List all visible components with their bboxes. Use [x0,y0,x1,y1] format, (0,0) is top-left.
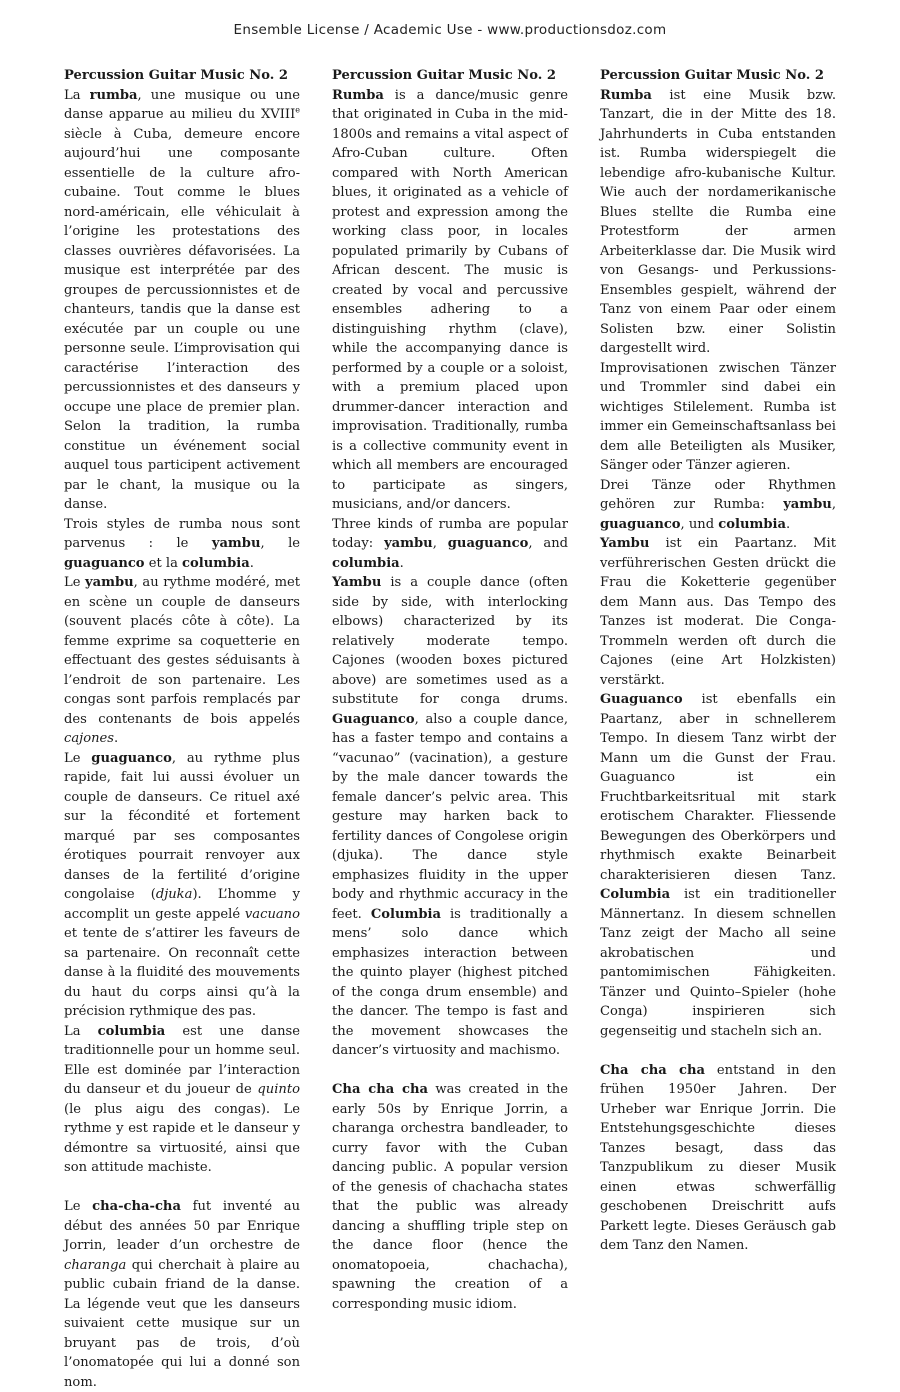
german-dances-paragraph: Drei Tänze oder Rhythmen gehören zur Rumba: yambu, guaguanco, und columbia. [600,477,836,532]
french-chachacha-paragraph: Le cha-cha-cha fut inventé au début des années 50 par Enrique Jorrin, leader d’un orchestre de charanga qui cherchait à plaire au public cubain friand de la danse. La légende veut que les danseurs suivaient cette musique sur un bruyant pas de trois, d’où l’onomatopée qui lui a donné son nom. [64,1199,301,1390]
french-title: Percussion Guitar Music No. 2 [64,68,289,83]
french-yambu-paragraph: Le yambu, au rythme modéré, met en scène un couple de danseurs (souvent placés côte à côte). La femme exprime sa coquetterie en effectuant des gestes séduisants à l’endroit de son partenaire. Les congas sont parfois remplacés par des contenants de bois appelés cajones. [64,575,301,746]
french-rumba-paragraph: La rumba, une musique ou une danse apparue au milieu du XVIIIe siècle à Cuba, demeure encore aujourd’hui une composante essentielle de la culture afro-cubaine. Tout comme le blues nord-américain, elle véhiculait à l’origine les protestations des classes ouvrières défavorisées. La musique est interprétée par des groupes de percussionnistes et de chanteurs, tandis que la danse est exécutée par un couple ou une personne seule. L’improvisation qui caractérise l’interaction des percussionnistes et des danseurs y occupe une place de premier plan. Selon la tradition, la rumba constitue un événement social auquel tous participent activement par le chant, la musique ou la danse. [64,87,300,512]
english-styles-paragraph: Yambu is a couple dance (often side by side, with interlocking elbows) characterized by its relatively moderate tempo. Cajones (wooden boxes pictured above) are sometimes used as a substitute for conga drums. Guaguanco, also a couple dance, has a faster tempo and contains a “vacunao” (vacination), a gesture by the male dancer towards the female dancer’s pelvic area. This gesture may harken back to fertility dances of Congolese origin (djuka). The dance style emphasizes fluidity in the upper body and rhythmic accuracy in the feet. Columbia is traditionally a mens’ solo dance which emphasizes interaction between the quinto player (highest pitched of the conga drum ensemble) and the dancer. The tempo is fast and the movement showcases the dancer’s virtuosity and machismo. [332,575,568,1058]
license-header: Ensemble License / Academic Use - www.productionsdoz.com [233,22,667,38]
german-yambu-paragraph: Yambu ist ein Paartanz. Mit verführerischen Gesten drückt die Frau die Koketterie gegenüber dem Mann aus. Das Tempo des Tanzes ist moderat. Die Conga-Trommeln werden oft durch die Cajones (eine Art Holzkisten) verstärkt. [600,536,836,688]
english-chachacha-paragraph: Cha cha cha was created in the early 50s by Enrique Jorrin, a charanga orchestra bandleader, to curry favor with the Cuban dancing public. A popular version of the genesis of chachacha states that the public was already dancing a shuffling triple step on the dance floor (hence the onomatopoeia, chachacha), spawning the creation of a corresponding music idiom. [332,1082,568,1312]
french-styles-paragraph: Trois styles de rumba nous sont parvenus : le yambu, le guaguanco et la columbia. [64,516,301,571]
german-improvisation-paragraph: Improvisationen zwischen Tänzer und Trommler sind dabei ein wichtiges Stilelement. Rumba ist immer ein Gemeinschaftsanlass bei dem alle Beteiligten als Musiker, Sänger oder Tänzer agieren. [600,360,836,473]
french-column [64,66,300,1392]
german-rumba-paragraph: Rumba ist eine Musik bzw. Tanzart, die in der Mitte des 18. Jahrhunderts in Cuba entstanden ist. Rumba widerspiegelt die lebendige afro-kubanische Kultur. Wie auch der nordamerikanische Blues stellte die Rumba eine Protestform der armen Arbeiterklasse dar. Die Musik wird von Gesangs- und Perkussions-Ensembles gespielt, während der Tanz von einem Paar oder einem Solisten bzw. einer Solistin dargestellt wird. [600,87,836,356]
english-title: Percussion Guitar Music No. 2 [332,68,557,83]
english-rumba-paragraph: Rumba is a dance/music genre that originated in Cuba in the mid-1800s and remains a vital aspect of Afro-Cuban culture. Often compared with North American blues, it originated as a vehicle of protest and expression among the working class poor, in locales populated primarily by Cubans of African descent. The music is created by vocal and percussive ensembles adhering to a distinguishing rhythm (clave), while the accompanying dance is performed by a couple or a soloist, with a premium placed upon drummer-dancer interaction and improvisation. Traditionally, rumba is a collective community event in which all members are encouraged to participate as singers, musicians, and/or dancers. [332,87,568,512]
english-kinds-paragraph: Three kinds of rumba are popular today: yambu, guaguanco, and columbia. [332,516,569,571]
german-column [600,66,836,1256]
french-guaguanco-paragraph: Le guaguanco, au rythme plus rapide, fait lui aussi évoluer un couple de danseurs. Ce rituel axé sur la fécondité et fortement marqué par ses composantes érotiques pourrait renvoyer aux danses de la fertilité d’origine congolaise (djuka). L’homme y accomplit un geste appelé vacuano et tente de s’attirer les faveurs de sa partenaire. On reconnaît cette danse à la fluidité des mouvements du haut du corps ainsi qu’à la précision rythmique des pas. [64,750,300,1019]
english-column [332,66,568,1314]
german-guaguanco-paragraph: Guaguanco ist ebenfalls ein Paartanz, aber in schnellerem Tempo. In diesem Tanz wirbt der Mann um die Gunst der Frau. Guaguanco ist ein Fruchtbarkeitsritual mit stark erotischem Charakter. Fliessende Bewegungen des Oberkörpers und rhythmisch exakte Beinarbeit charakterisieren diesen Tanz. Columbia ist ein traditioneller Männertanz. In diesem schnellen Tanz zeigt der Macho all seine akrobatischen und pantomimischen Fähigkeiten. Tänzer und Quinto–Spieler (hohe Conga) inspirieren sich gegenseitig und stacheln sich an. [600,692,836,1039]
french-columbia-paragraph: La columbia est une danse traditionnelle pour un homme seul. Elle est dominée par l’interaction du danseur et du joueur de quinto (le plus aigu des congas). Le rythme y est rapide et le danseur y démontre sa virtuosité, ainsi que son attitude machiste. [64,1023,301,1175]
german-title: Percussion Guitar Music No. 2 [600,68,825,83]
german-chachacha-paragraph: Cha cha cha entstand in den frühen 1950er Jahren. Der Urheber war Enrique Jorrin. Die Entstehungsgeschichte dieses Tanzes besagt, dass das Tanzpublikum zu dieser Musik einen etwas schwerfällig geschobenen Dreischritt aufs Parkett legte. Dieses Geräusch gab dem Tanz den Namen. [600,1062,837,1253]
